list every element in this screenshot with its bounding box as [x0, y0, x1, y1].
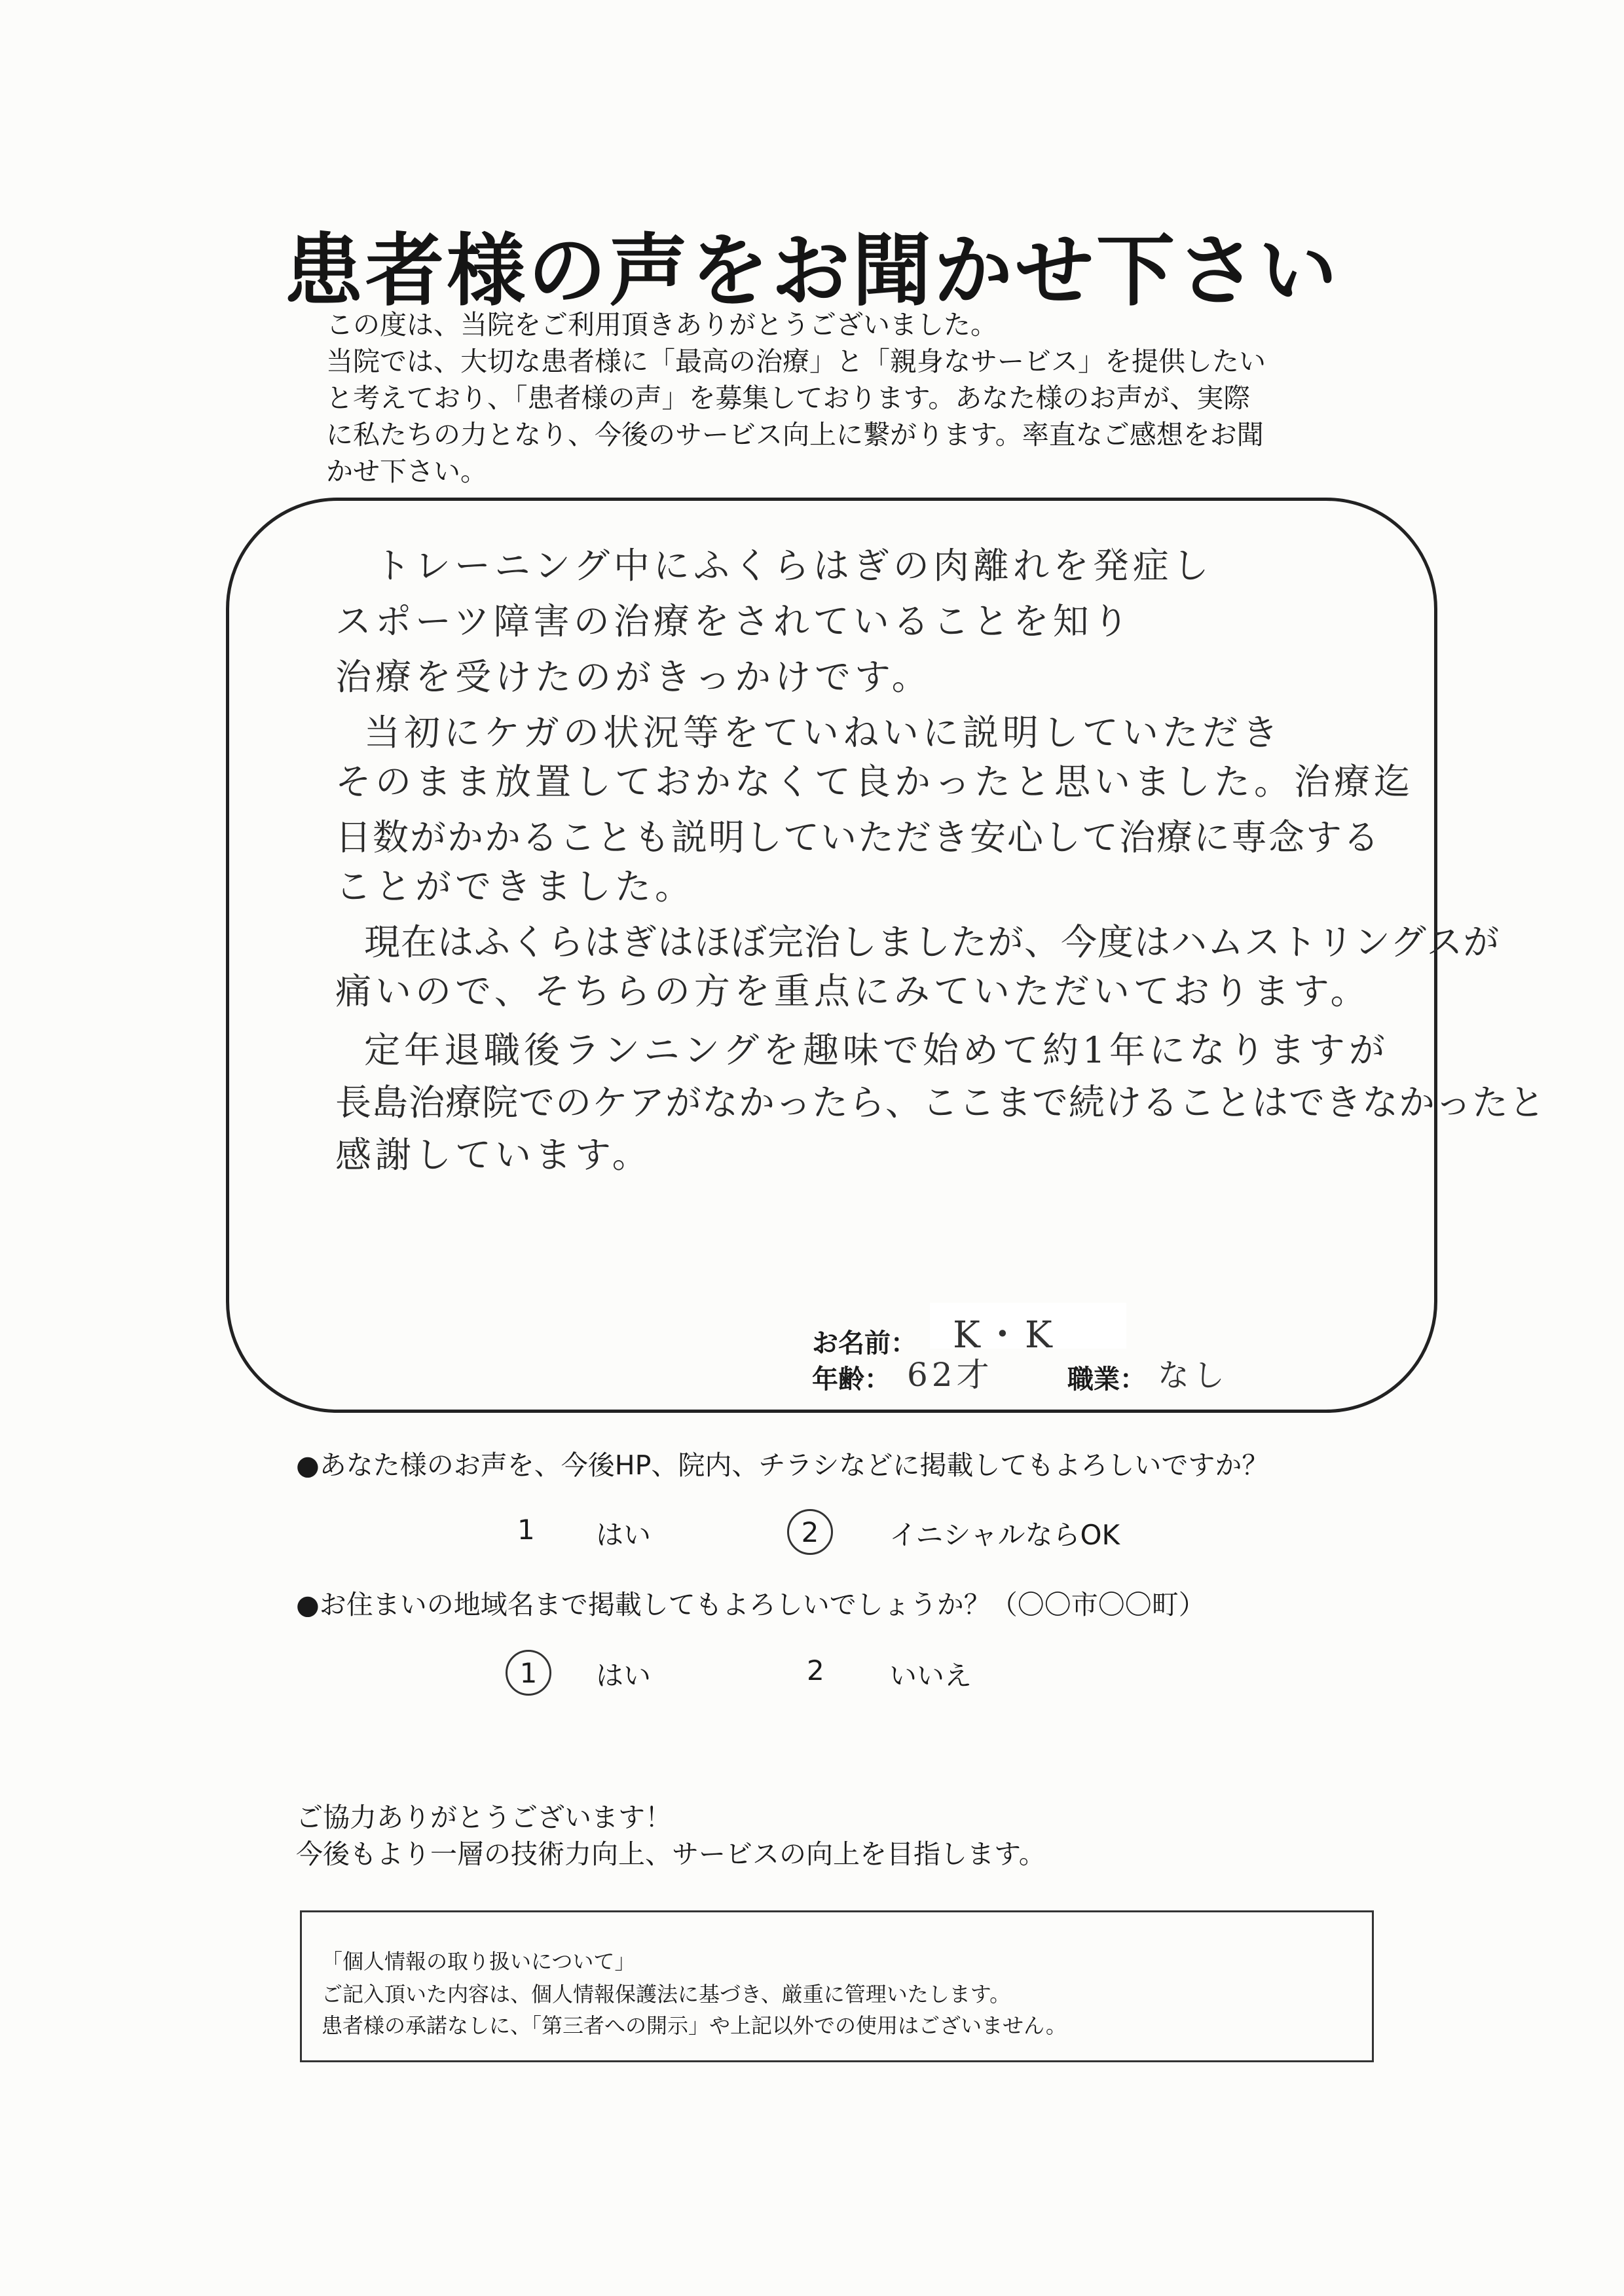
job-value: なし	[1158, 1357, 1229, 1394]
comment-line: そのまま放置しておかなくて良かったと思いました。治療迄	[335, 761, 1414, 803]
question-region: ●お住まいの地域名まで掲載してもよろしいでしょうか？（〇〇市〇〇町）	[296, 1589, 1206, 1620]
privacy-line: ご記入頂いた内容は、個人情報保護法に基づき、厳重に管理いたします。	[322, 1982, 1011, 2007]
q1-option2-selected-circle[interactable]	[787, 1509, 833, 1555]
intro-text	[326, 306, 1407, 490]
job-label: 職業：	[1067, 1364, 1146, 1394]
name-value: K・K	[953, 1314, 1056, 1357]
comment-line: 現在はふくらはぎはほぼ完治しましたが、今度はハムストリングスが	[364, 921, 1500, 963]
thanks-line: 今後もより一層の技術力向上、サービスの向上を目指します。	[296, 1838, 1046, 1870]
comment-line: トレーニング中にふくらはぎの肉離れを発症し	[375, 545, 1213, 587]
age-label: 年齢：	[812, 1364, 891, 1394]
intro-line: に私たちの力となり、今後のサービス向上に繋がります。率直なご感想をお聞	[326, 419, 1264, 450]
intro-line: 当院では、大切な患者様に「最高の治療」と「親身なサービス」を提供したい	[326, 346, 1266, 377]
comment-line: 日数がかかることも説明していただき安心して治療に専念する	[335, 816, 1381, 858]
question-publish: ●あなた様のお声を、今後HP、院内、チラシなどに掲載してもよろしいですか？	[296, 1449, 1269, 1481]
q1-option1-label: はい	[596, 1519, 652, 1551]
comment-line: 当初にケガの状況等をていねいに説明していただき	[364, 712, 1282, 754]
q2-option1-label: はい	[596, 1660, 652, 1692]
intro-line: と考えており、「患者様の声」を募集しております。あなた様のお声が、実際	[326, 382, 1251, 414]
thanks-line: ご協力ありがとうございます！	[296, 1802, 672, 1833]
intro-line: この度は、当院をご利用頂きありがとうございました。	[326, 309, 997, 340]
q2-option2-label: いいえ	[889, 1660, 972, 1692]
comment-line: 長島治療院でのケアがなかったら、ここまで続けることはできなかったと	[335, 1082, 1546, 1123]
comment-line: 治療を受けたのがきっかけです。	[335, 656, 932, 698]
page-title: 患者様の声をお聞かせ下さい	[284, 226, 1340, 317]
comment-line: 痛いので、そちらの方を重点にみていただいております。	[335, 970, 1371, 1012]
q1-option2-label: イニシャルならOK	[889, 1519, 1120, 1551]
thanks-message	[296, 1799, 1046, 1872]
q1-option1-number[interactable]: 1	[517, 1514, 535, 1546]
q2-option1-selected-circle[interactable]	[506, 1650, 551, 1696]
comment-line: 感謝しています。	[335, 1134, 652, 1176]
privacy-heading: 「個人情報の取り扱いについて」	[322, 1949, 636, 1974]
intro-line: かせ下さい。	[326, 456, 487, 487]
q1-option2-number: 2	[801, 1516, 819, 1548]
comment-line: スポーツ障害の治療をされていることを知り	[335, 600, 1133, 642]
q2-option2-number[interactable]: 2	[807, 1654, 824, 1686]
privacy-line: 患者様の承諾なしに、「第三者への開示」や上記以外での使用はございません。	[322, 2013, 1067, 2038]
privacy-notice	[300, 1910, 1374, 2062]
comment-line: ことができました。	[335, 866, 695, 907]
age-value: 62才	[907, 1356, 993, 1394]
name-label: お名前：	[812, 1328, 917, 1358]
q2-option1-number: 1	[519, 1656, 538, 1689]
comment-line: 定年退職後ランニングを趣味で始めて約1年になりますが	[364, 1029, 1389, 1071]
